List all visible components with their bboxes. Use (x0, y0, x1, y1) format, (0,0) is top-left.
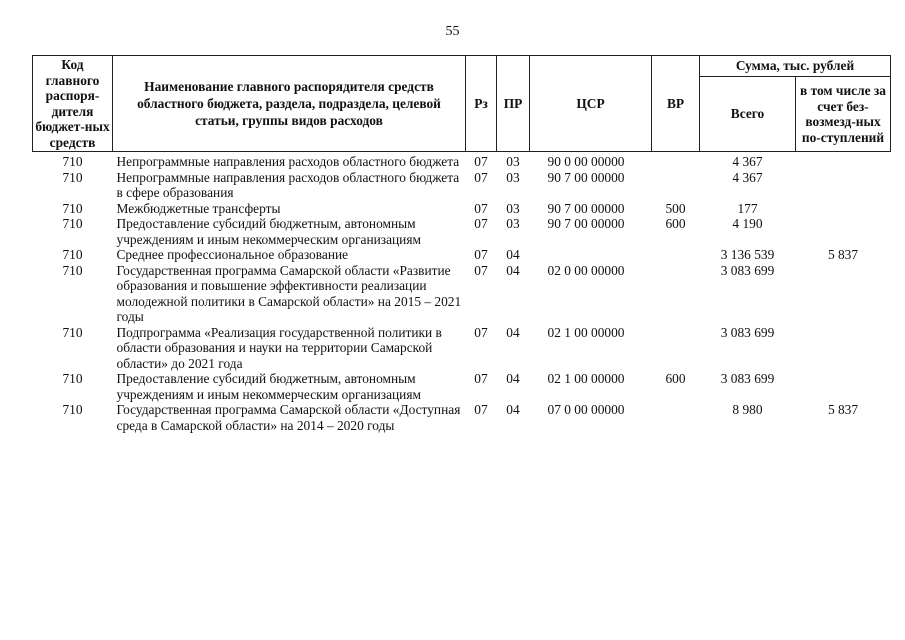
cell-pr: 03 (506, 200, 520, 216)
cell-rz: 07 (474, 324, 488, 340)
budget-table (32, 55, 891, 433)
cell-free (796, 201, 891, 217)
cell-vr (652, 263, 700, 325)
cell-vr: 600 (665, 371, 686, 386)
cell-pr: 04 (506, 371, 520, 386)
cell-pr: 03 (506, 154, 520, 169)
header-sum: Сумма, тыс. рублей (700, 56, 891, 77)
cell-vr (652, 325, 700, 372)
header-vr: ВР (652, 56, 700, 152)
table-row (33, 216, 891, 247)
cell-csr: 90 7 00 00000 (547, 216, 625, 231)
cell-code: 710 (62, 169, 83, 185)
cell-code: 710 (62, 154, 83, 169)
cell-csr: 90 0 00 00000 (547, 154, 625, 169)
cell-pr: 03 (506, 169, 520, 185)
table-row (33, 247, 891, 263)
cell-name: Межбюджетные трансферты (116, 200, 281, 216)
table-header (33, 56, 891, 152)
header-rz: Рз (466, 56, 497, 152)
page-number: 55 (445, 24, 460, 39)
cell-vr (652, 170, 700, 201)
cell-code: 710 (62, 371, 83, 386)
cell-csr: 02 1 00 00000 (547, 371, 625, 386)
cell-csr: 07 0 00 00000 (547, 402, 625, 417)
cell-total: 177 (737, 200, 758, 216)
cell-code: 710 (62, 200, 83, 216)
table-row (33, 263, 891, 325)
header-pr: ПР (497, 56, 530, 152)
cell-pr: 04 (506, 324, 520, 340)
header-free: в том числе за счет без-возмезд-ных по-ступлений (796, 77, 891, 152)
table-row (33, 152, 891, 170)
cell-rz: 07 (474, 200, 488, 216)
cell-code: 710 (62, 247, 83, 262)
cell-pr: 03 (506, 216, 520, 231)
cell-total: 8 980 (732, 402, 763, 417)
cell-name: Государственная программа Самарской области «Доступная среда в Самарской области» на 2014 – 2020 годы (116, 402, 461, 433)
cell-free (796, 263, 891, 325)
cell-rz: 07 (474, 247, 488, 262)
cell-code: 710 (62, 262, 83, 278)
cell-free: 5 837 (827, 247, 859, 262)
cell-pr: 04 (506, 247, 520, 262)
table-row (33, 170, 891, 201)
cell-name: Предоставление субсидий бюджетным, автономным учреждениям и иным некоммерческим организациям (116, 371, 421, 402)
cell-vr: 600 (665, 216, 686, 231)
cell-name: Предоставление субсидий бюджетным, автономным учреждениям и иным некоммерческим организациям (116, 216, 421, 247)
cell-name: Непрограммные направления расходов областного бюджета в сфере образования (116, 169, 460, 200)
cell-csr: 90 7 00 00000 (547, 169, 625, 185)
cell-vr (652, 402, 700, 433)
table-row (33, 402, 891, 433)
cell-total: 3 083 699 (720, 371, 775, 386)
cell-name: Государственная программа Самарской области «Развитие образования и повышение эффективности реализации молодежной политики в Самарской области» на 2015 – 2021 годы (116, 262, 462, 324)
table-row (33, 371, 891, 402)
cell-csr (530, 247, 652, 263)
cell-total: 3 136 539 (720, 247, 775, 262)
cell-code: 710 (62, 216, 83, 231)
cell-csr: 90 7 00 00000 (547, 200, 625, 216)
cell-rz: 07 (474, 262, 488, 278)
cell-free (796, 325, 891, 372)
table-row (33, 325, 891, 372)
cell-free (796, 371, 891, 402)
header-name: Наименование главного распорядителя средств областного бюджета, раздела, подраздела, целевой статьи, группы видов расходов (113, 56, 466, 152)
cell-rz: 07 (474, 402, 488, 417)
table-body (33, 152, 891, 434)
header-code: Код главного распоря-дителя бюджет-ных средств (33, 56, 113, 152)
cell-rz: 07 (474, 169, 488, 185)
cell-vr (652, 247, 700, 263)
cell-total: 3 083 699 (720, 324, 775, 340)
cell-vr (652, 152, 700, 170)
cell-vr: 500 (665, 200, 686, 216)
header-total: Всего (700, 77, 796, 152)
cell-csr: 02 0 00 00000 (547, 262, 625, 278)
cell-rz: 07 (474, 216, 488, 231)
cell-rz: 07 (474, 371, 488, 386)
cell-free (796, 170, 891, 201)
cell-csr: 02 1 00 00000 (547, 324, 625, 340)
cell-code: 710 (62, 402, 83, 417)
cell-rz: 07 (474, 154, 488, 169)
cell-free (796, 216, 891, 247)
cell-name: Подпрограмма «Реализация государственной политики в области образования и науки на территории Самарской области» до 2021 года (116, 324, 442, 371)
cell-name: Среднее профессиональное образование (116, 247, 349, 262)
cell-free (796, 152, 891, 170)
cell-pr: 04 (506, 402, 520, 417)
table-row (33, 201, 891, 217)
cell-total: 4 190 (732, 216, 763, 231)
cell-total: 4 367 (732, 154, 763, 169)
cell-code: 710 (62, 324, 83, 340)
cell-free: 5 837 (827, 402, 859, 417)
cell-total: 3 083 699 (720, 262, 775, 278)
cell-total: 4 367 (732, 169, 763, 185)
header-csr: ЦСР (530, 56, 652, 152)
cell-pr: 04 (506, 262, 520, 278)
cell-name: Непрограммные направления расходов областного бюджета (116, 154, 460, 169)
